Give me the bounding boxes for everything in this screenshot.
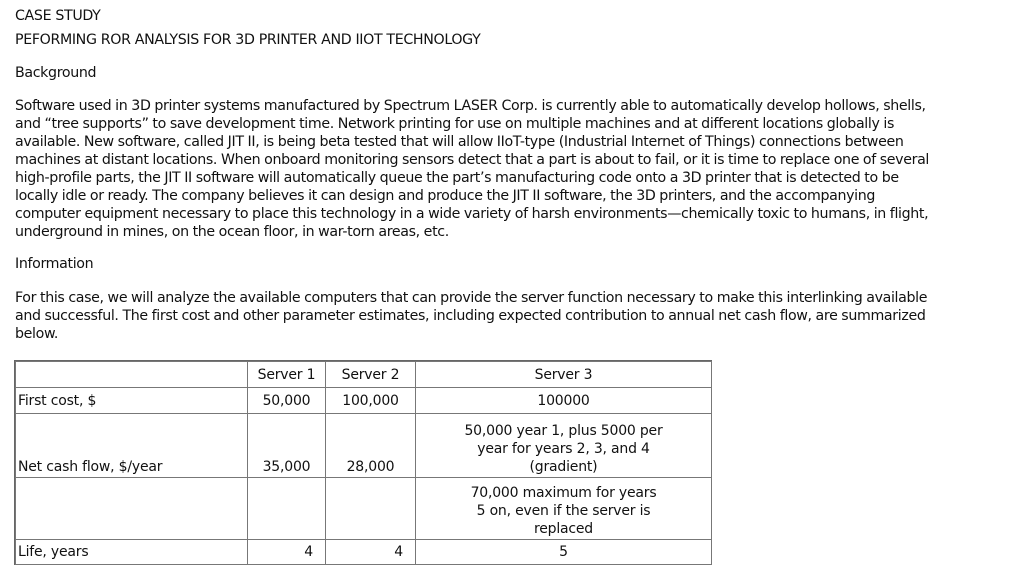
background-line: computer equipment necessary to place this technology in a wide variety of harsh environments—chemically toxic to humans, in flight, [15, 206, 929, 222]
maximum-note-empty-s1 [248, 478, 326, 540]
maximum-note-line: replaced [533, 521, 593, 537]
net-cash-flow-server-3 [416, 414, 712, 478]
background-line: available. New software, called JIT II, is being beta tested that will allow IIoT-type (Industrial Internet of Things) connections between [15, 134, 904, 150]
background-heading: Background [15, 65, 97, 81]
background-line: locally idle or ready. The company believes it can design and produce the JIT II software, the 3D printers, and the accompanying [15, 188, 876, 204]
background-line: and “tree supports” to save development time. Network printing for use on multiple machines and at different locations globally is [15, 116, 895, 132]
information-line: and successful. The first cost and other parameter estimates, including expected contribution to annual net cash flow, are summarized [15, 308, 926, 324]
background-line: underground in mines, on the ocean floor, in war-torn areas, etc. [15, 224, 449, 240]
background-line: Software used in 3D printer systems manufactured by Spectrum LASER Corp. is currently able to automatically develop hollows, shells, [15, 98, 926, 114]
server-comparison-table [14, 360, 712, 565]
header-server-3: Server 3 [416, 362, 712, 388]
life-server-3: 5 [416, 540, 712, 565]
net-cash-flow-server-3-line: 50,000 year 1, plus 5000 per [464, 423, 663, 439]
net-cash-flow-server-2: 28,000 [326, 414, 416, 478]
background-line: machines at distant locations. When onboard monitoring sensors detect that a part is about to fail, or it is time to replace one of several [15, 152, 930, 168]
information-line: below. [15, 326, 59, 342]
life-server-2: 4 [326, 540, 416, 565]
background-paragraph [15, 97, 1010, 241]
information-line: For this case, we will analyze the available computers that can provide the server function necessary to make this interlinking available [15, 290, 928, 306]
table-row-first-cost [16, 388, 712, 414]
maximum-note-empty-label [16, 478, 248, 540]
life-server-1: 4 [248, 540, 326, 565]
first-cost-label: First cost, $ [16, 388, 248, 414]
net-cash-flow-server-3-line: (gradient) [529, 459, 598, 475]
net-cash-flow-server-1: 35,000 [248, 414, 326, 478]
first-cost-server-1: 50,000 [248, 388, 326, 414]
header-cell-empty [16, 362, 248, 388]
table-row-net-cash-flow [16, 414, 712, 478]
net-cash-flow-server-3-line: year for years 2, 3, and 4 [477, 441, 650, 457]
case-study-label: CASE STUDY [15, 8, 101, 24]
maximum-note-line: 5 on, even if the server is [476, 503, 651, 519]
table-row-life [16, 540, 712, 565]
first-cost-server-2: 100,000 [326, 388, 416, 414]
maximum-note-line: 70,000 maximum for years [470, 485, 657, 501]
table-header-row [16, 362, 712, 388]
background-line: high-profile parts, the JIT II software will automatically queue the part’s manufacturing code onto a 3D printer that is detected to be [15, 170, 899, 186]
header-server-2: Server 2 [326, 362, 416, 388]
maximum-note-empty-s2 [326, 478, 416, 540]
first-cost-server-3: 100000 [416, 388, 712, 414]
information-paragraph [15, 289, 1010, 343]
table-row-maximum-note [16, 478, 712, 540]
header-server-1: Server 1 [248, 362, 326, 388]
maximum-note-server-3 [416, 478, 712, 540]
net-cash-flow-label: Net cash flow, $/year [16, 414, 248, 478]
information-heading: Information [15, 256, 94, 272]
life-label: Life, years [16, 540, 248, 565]
document-title: PEFORMING ROR ANALYSIS FOR 3D PRINTER AND IIOT TECHNOLOGY [15, 32, 481, 48]
